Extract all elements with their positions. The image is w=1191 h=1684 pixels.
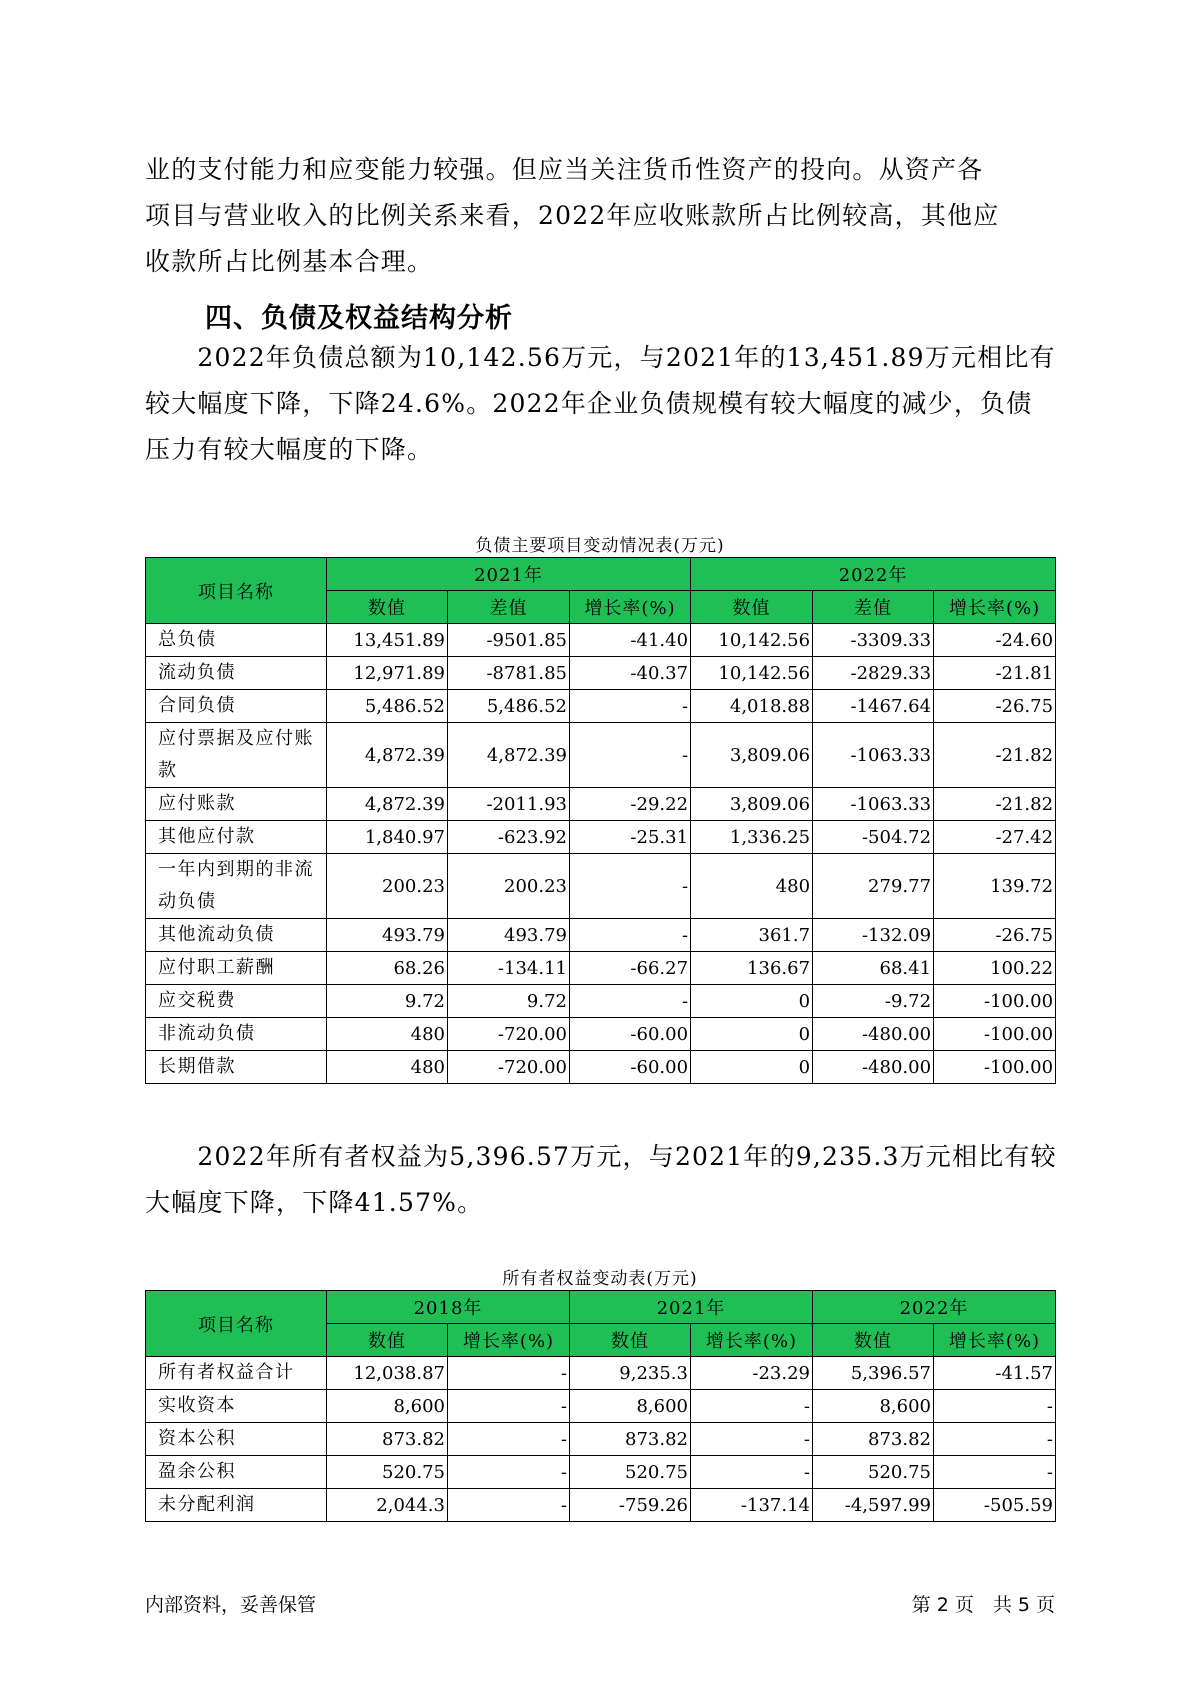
table-cell: 4,872.39 — [327, 788, 448, 821]
table-cell: - — [691, 1390, 813, 1423]
table-cell: 4,018.88 — [691, 690, 813, 723]
table-row — [146, 1390, 1056, 1423]
table-cell: -1063.33 — [813, 723, 934, 788]
table-cell: 493.79 — [448, 919, 570, 952]
row-label: 其他流动负债 — [146, 919, 327, 952]
table-cell: 873.82 — [813, 1423, 934, 1456]
text-line: 压力有较大幅度的下降。 — [145, 435, 434, 464]
table-cell: 873.82 — [570, 1423, 691, 1456]
table-cell: 3,809.06 — [691, 723, 813, 788]
liabilities-table — [145, 557, 1056, 1084]
table-cell: -1063.33 — [813, 788, 934, 821]
table-row — [146, 1423, 1056, 1456]
table-cell: -8781.85 — [448, 657, 570, 690]
table-cell: -23.29 — [691, 1357, 813, 1390]
table-cell: - — [570, 919, 691, 952]
table-row — [146, 788, 1056, 821]
table-cell: -4,597.99 — [813, 1489, 934, 1522]
text-line: 项目与营业收入的比例关系来看，2022年应收账款所占比例较高，其他应 — [145, 201, 1000, 230]
table-cell: 13,451.89 — [327, 624, 448, 657]
table-row — [146, 919, 1056, 952]
row-label: 一年内到期的非流动负债 — [146, 854, 327, 919]
table-cell: -2829.33 — [813, 657, 934, 690]
table-cell: -623.92 — [448, 821, 570, 854]
row-label: 应付票据及应付账款 — [146, 723, 327, 788]
row-label: 应交税费 — [146, 985, 327, 1018]
row-label: 所有者权益合计 — [146, 1357, 327, 1390]
table-cell: 480 — [691, 854, 813, 919]
table-cell: -134.11 — [448, 952, 570, 985]
row-label: 其他应付款 — [146, 821, 327, 854]
table-cell: -720.00 — [448, 1018, 570, 1051]
table-cell: 1,840.97 — [327, 821, 448, 854]
table-cell: -132.09 — [813, 919, 934, 952]
table-cell: - — [934, 1456, 1056, 1489]
row-label: 合同负债 — [146, 690, 327, 723]
table-cell: - — [448, 1423, 570, 1456]
table-cell: -480.00 — [813, 1018, 934, 1051]
table-cell: 4,872.39 — [448, 723, 570, 788]
table-cell: - — [570, 985, 691, 1018]
table-row — [146, 723, 1056, 788]
table-cell: -21.82 — [934, 723, 1056, 788]
row-label: 长期借款 — [146, 1051, 327, 1084]
table-cell: 68.41 — [813, 952, 934, 985]
table-cell: 493.79 — [327, 919, 448, 952]
column-header-year: 2018年 — [327, 1291, 570, 1324]
column-header-year: 2022年 — [813, 1291, 1056, 1324]
column-header-item-name: 项目名称 — [146, 558, 327, 624]
table-cell: 0 — [691, 985, 813, 1018]
table-row — [146, 1456, 1056, 1489]
row-label: 实收资本 — [146, 1390, 327, 1423]
column-header-growth-rate: 增长率(%) — [934, 591, 1056, 624]
column-header-value: 数值 — [327, 1324, 448, 1357]
table-cell: -100.00 — [934, 1018, 1056, 1051]
row-label: 盈余公积 — [146, 1456, 327, 1489]
table-cell: 10,142.56 — [691, 657, 813, 690]
column-header-value: 数值 — [570, 1324, 691, 1357]
table-row — [146, 690, 1056, 723]
table-cell: 873.82 — [327, 1423, 448, 1456]
section-heading: 四、负债及权益结构分析 — [205, 303, 513, 334]
row-label: 资本公积 — [146, 1423, 327, 1456]
table-cell: -137.14 — [691, 1489, 813, 1522]
table-cell: 12,971.89 — [327, 657, 448, 690]
liabilities-table-caption: 负债主要项目变动情况表(万元) — [475, 536, 725, 556]
table-cell: 9.72 — [448, 985, 570, 1018]
column-header-year: 2021年 — [570, 1291, 813, 1324]
table-cell: 200.23 — [327, 854, 448, 919]
table-cell: 68.26 — [327, 952, 448, 985]
footer-page-number: 第 2 页 共 5 页 — [911, 1594, 1055, 1616]
table-cell: - — [691, 1423, 813, 1456]
table-cell: -41.57 — [934, 1357, 1056, 1390]
table-cell: 8,600 — [327, 1390, 448, 1423]
column-header-growth-rate: 增长率(%) — [691, 1324, 813, 1357]
footer-confidential-note: 内部资料，妥善保管 — [145, 1594, 317, 1616]
table-cell: 5,486.52 — [327, 690, 448, 723]
column-header-item-name: 项目名称 — [146, 1291, 327, 1357]
table-cell: -2011.93 — [448, 788, 570, 821]
table-cell: 1,336.25 — [691, 821, 813, 854]
table-cell: 0 — [691, 1018, 813, 1051]
table-cell: -29.22 — [570, 788, 691, 821]
table-cell: -505.59 — [934, 1489, 1056, 1522]
table-cell: -60.00 — [570, 1018, 691, 1051]
table-cell: -9.72 — [813, 985, 934, 1018]
table-cell: 200.23 — [448, 854, 570, 919]
table-row — [146, 854, 1056, 919]
table-cell: 8,600 — [570, 1390, 691, 1423]
text-line: 收款所占比例基本合理。 — [145, 247, 434, 276]
column-header-value: 数值 — [691, 591, 813, 624]
table-cell: 279.77 — [813, 854, 934, 919]
text-line: 较大幅度下降，下降24.6%。2022年企业负债规模有较大幅度的减少，负债 — [145, 389, 1033, 418]
table-cell: - — [448, 1456, 570, 1489]
table-cell: 10,142.56 — [691, 624, 813, 657]
column-header-value: 数值 — [813, 1324, 934, 1357]
table-cell: -66.27 — [570, 952, 691, 985]
table-row — [146, 1051, 1056, 1084]
table-cell: 136.67 — [691, 952, 813, 985]
column-header-growth-rate: 增长率(%) — [448, 1324, 570, 1357]
table-cell: - — [691, 1456, 813, 1489]
table-row — [146, 1018, 1056, 1051]
table-cell: - — [570, 723, 691, 788]
table-cell: -40.37 — [570, 657, 691, 690]
table-cell: 100.22 — [934, 952, 1056, 985]
column-header-growth-rate: 增长率(%) — [934, 1324, 1056, 1357]
intro-paragraph — [145, 147, 1060, 285]
table-cell: 5,486.52 — [448, 690, 570, 723]
table-cell: -21.81 — [934, 657, 1056, 690]
table-cell: -504.72 — [813, 821, 934, 854]
table-cell: 480 — [327, 1051, 448, 1084]
text-line: 2022年负债总额为10,142.56万元，与2021年的13,451.89万元相比有 — [145, 343, 1056, 372]
column-header-year: 2022年 — [691, 558, 1056, 591]
equity-table — [145, 1290, 1056, 1522]
table-row — [146, 624, 1056, 657]
table-cell: - — [448, 1489, 570, 1522]
column-header-difference: 差值 — [448, 591, 570, 624]
table-cell: -24.60 — [934, 624, 1056, 657]
row-label: 应付账款 — [146, 788, 327, 821]
table-cell: -3309.33 — [813, 624, 934, 657]
table-cell: - — [934, 1390, 1056, 1423]
table-cell: -759.26 — [570, 1489, 691, 1522]
text-line: 业的支付能力和应变能力较强。但应当关注货币性资产的投向。从资产各 — [145, 155, 984, 184]
table-row — [146, 952, 1056, 985]
table-cell: 139.72 — [934, 854, 1056, 919]
table-cell: -9501.85 — [448, 624, 570, 657]
table-cell: -720.00 — [448, 1051, 570, 1084]
text-line: 2022年所有者权益为5,396.57万元，与2021年的9,235.3万元相比有较 — [145, 1142, 1057, 1171]
table-cell: -21.82 — [934, 788, 1056, 821]
table-cell: - — [570, 854, 691, 919]
column-header-value: 数值 — [327, 591, 448, 624]
table-cell: 480 — [327, 1018, 448, 1051]
table-cell: 520.75 — [327, 1456, 448, 1489]
table-cell: -25.31 — [570, 821, 691, 854]
table-row — [146, 985, 1056, 1018]
table-cell: 520.75 — [570, 1456, 691, 1489]
table-row — [146, 1357, 1056, 1390]
table-cell: 2,044.3 — [327, 1489, 448, 1522]
column-header-difference: 差值 — [813, 591, 934, 624]
row-label: 流动负债 — [146, 657, 327, 690]
table-cell: -100.00 — [934, 985, 1056, 1018]
table-cell: -1467.64 — [813, 690, 934, 723]
table-row — [146, 821, 1056, 854]
table-cell: 9.72 — [327, 985, 448, 1018]
table-cell: - — [448, 1390, 570, 1423]
table-cell: -60.00 — [570, 1051, 691, 1084]
table-cell: 4,872.39 — [327, 723, 448, 788]
row-label: 总负债 — [146, 624, 327, 657]
table-cell: 3,809.06 — [691, 788, 813, 821]
table-cell: 12,038.87 — [327, 1357, 448, 1390]
row-label: 未分配利润 — [146, 1489, 327, 1522]
table-cell: -27.42 — [934, 821, 1056, 854]
column-header-growth-rate: 增长率(%) — [570, 591, 691, 624]
table-cell: - — [934, 1423, 1056, 1456]
row-label: 应付职工薪酬 — [146, 952, 327, 985]
equity-table-caption: 所有者权益变动表(万元) — [502, 1269, 698, 1289]
table-cell: - — [448, 1357, 570, 1390]
table-cell: 8,600 — [813, 1390, 934, 1423]
table-cell: -100.00 — [934, 1051, 1056, 1084]
table-cell: 0 — [691, 1051, 813, 1084]
table-row — [146, 1489, 1056, 1522]
column-header-year: 2021年 — [327, 558, 691, 591]
liabilities-paragraph — [145, 335, 1060, 473]
table-row — [146, 657, 1056, 690]
table-cell: - — [570, 690, 691, 723]
row-label: 非流动负债 — [146, 1018, 327, 1051]
table-cell: -26.75 — [934, 919, 1056, 952]
table-cell: 520.75 — [813, 1456, 934, 1489]
table-cell: -26.75 — [934, 690, 1056, 723]
equity-paragraph — [145, 1134, 1060, 1226]
table-cell: -41.40 — [570, 624, 691, 657]
table-cell: 9,235.3 — [570, 1357, 691, 1390]
table-cell: 361.7 — [691, 919, 813, 952]
table-cell: 5,396.57 — [813, 1357, 934, 1390]
table-cell: -480.00 — [813, 1051, 934, 1084]
text-line: 大幅度下降，下降41.57%。 — [145, 1188, 484, 1217]
